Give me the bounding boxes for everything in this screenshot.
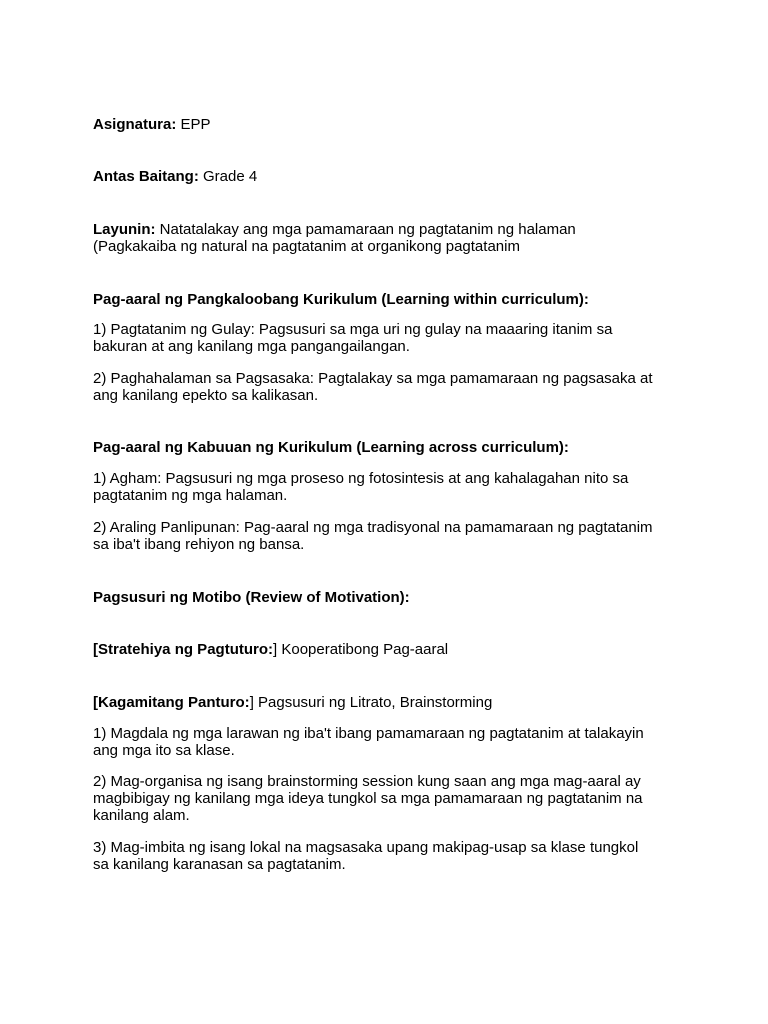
materials-value: ] Pagsusuri ng Litrato, Brainstorming: [249, 694, 493, 711]
across-item-1-line-1: 1) Agham: Pagsusuri ng mga proseso ng fotosintesis at ang kahalagahan nito sa: [93, 470, 629, 487]
materials-item-2-line-3: kanilang alam.: [93, 807, 190, 824]
within-item-2-line-1: 2) Paghahalaman sa Pagsasaka: Pagtalakay sa mga pamamaraan ng pagsasaka at: [93, 370, 653, 387]
materials-item-1-line-1: 1) Magdala ng mga larawan ng iba't ibang pamamaraan ng pagtatanim at talakayin: [93, 725, 644, 742]
within-item-2-line-2: ang kanilang epekto sa kalikasan.: [93, 387, 319, 404]
materials-item-2-line-2: magbibigay ng kanilang mga ideya tungkol sa mga pamamaraan ng pagtatanim na: [93, 790, 643, 807]
grade-label: Antas Baitang:: [93, 168, 199, 185]
across-item-2-line-2: sa iba't ibang rehiyon ng bansa.: [93, 536, 305, 553]
within-curriculum-heading: Pag-aaral ng Pangkaloobang Kurikulum (Learning within curriculum):: [93, 291, 589, 308]
within-item-1: [93, 321, 693, 355]
materials-item-3: [93, 839, 693, 873]
strategy-line: [93, 641, 693, 658]
motivation-heading: Pagsusuri ng Motibo (Review of Motivation):: [93, 589, 410, 606]
within-item-2: [93, 370, 693, 404]
across-item-1-line-2: pagtatanim ng mga halaman.: [93, 487, 288, 504]
grade-value: Grade 4: [198, 168, 258, 185]
materials-item-1-line-2: ang mga ito sa klase.: [93, 742, 235, 759]
strategy-label: [Stratehiya ng Pagtuturo:: [93, 641, 274, 658]
materials-label: [Kagamitang Panturo:: [93, 694, 250, 711]
objective-label: Layunin:: [93, 221, 156, 238]
materials-item-1: [93, 725, 693, 759]
subject-value: EPP: [176, 116, 211, 133]
across-curriculum-heading: Pag-aaral ng Kabuuan ng Kurikulum (Learning across curriculum):: [93, 439, 569, 456]
across-item-2: [93, 519, 693, 553]
subject-label: Asignatura:: [93, 116, 177, 133]
across-item-1: [93, 470, 693, 504]
grade-line: [93, 168, 693, 185]
within-item-1-line-2: bakuran at ang kanilang mga pangangailangan.: [93, 338, 410, 355]
objective-paragraph: [93, 221, 693, 255]
materials-item-3-line-1: 3) Mag-imbita ng isang lokal na magsasaka upang makipag-usap sa klase tungkol: [93, 839, 639, 856]
materials-line: [93, 694, 693, 711]
subject-line: [93, 116, 693, 133]
materials-item-2: [93, 773, 693, 824]
objective-text-line-1: Natatalakay ang mga pamamaraan ng pagtatanim ng halaman: [155, 221, 576, 238]
within-item-1-line-1: 1) Pagtatanim ng Gulay: Pagsusuri sa mga uri ng gulay na maaaring itanim sa: [93, 321, 613, 338]
strategy-value: ] Kooperatibong Pag-aaral: [273, 641, 449, 658]
materials-item-2-line-1: 2) Mag-organisa ng isang brainstorming session kung saan ang mga mag-aaral ay: [93, 773, 641, 790]
across-item-2-line-1: 2) Araling Panlipunan: Pag-aaral ng mga tradisyonal na pamamaraan ng pagtatanim: [93, 519, 653, 536]
objective-text-line-2: (Pagkakaiba ng natural na pagtatanim at organikong pagtatanim: [93, 238, 520, 255]
materials-item-3-line-2: sa kanilang karanasan sa pagtatanim.: [93, 856, 346, 873]
